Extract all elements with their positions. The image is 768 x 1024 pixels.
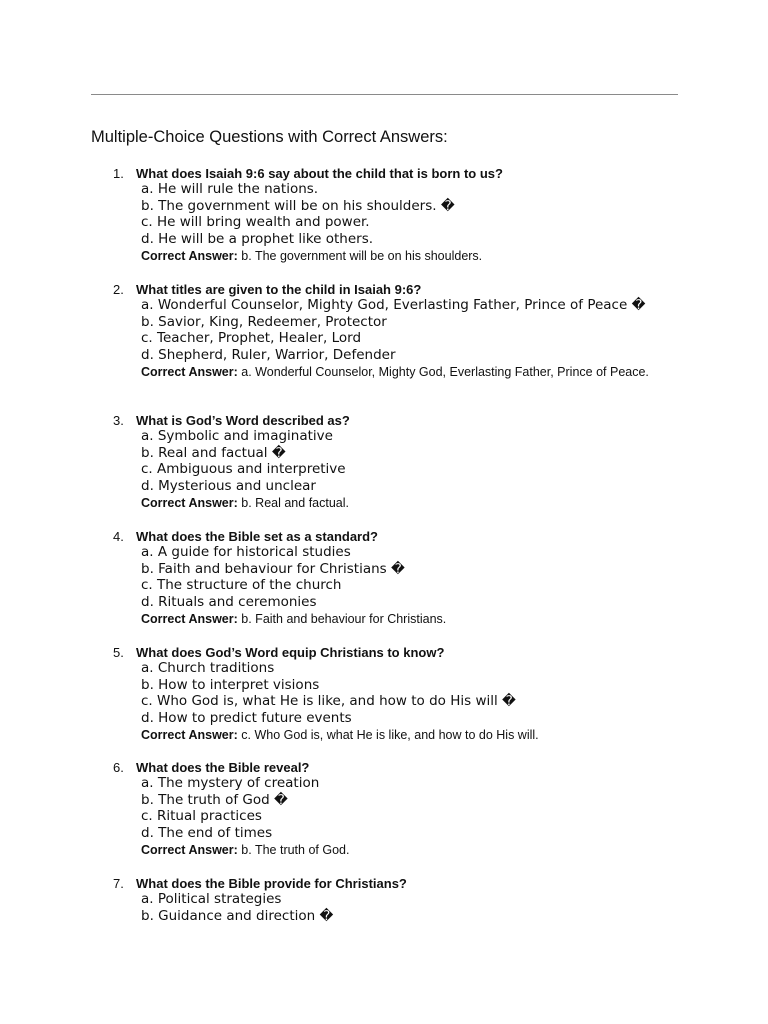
question-text: What titles are given to the child in Isaiah 9:6? <box>136 282 422 297</box>
option-item: d. The end of times <box>141 824 273 841</box>
option-item: a. Symbolic and imaginative <box>141 428 333 444</box>
option-item: a. He will rule the nations. <box>141 181 319 197</box>
option-item: c. Teacher, Prophet, Healer, Lord <box>141 330 362 346</box>
correct-answer-text: b. Real and factual. <box>241 496 349 510</box>
correct-answer-label: Correct Answer: <box>141 365 238 379</box>
option-item: c. Who God is, what He is like, and how to do His will � <box>141 693 516 709</box>
option-item: c. The structure of the church <box>141 577 342 593</box>
question-text: What does the Bible reveal? <box>136 760 310 775</box>
question-number: 4. <box>113 529 124 544</box>
question-text: What does Isaiah 9:6 say about the child that is born to us? <box>136 166 503 181</box>
question-text: What does God’s Word equip Christians to know? <box>136 645 445 660</box>
question-text: What does the Bible provide for Christians? <box>136 876 407 891</box>
option-item: a. Political strategies <box>141 891 282 907</box>
options-list <box>141 297 666 381</box>
options-list <box>141 775 671 859</box>
option-item: a. A guide for historical studies <box>141 544 351 560</box>
correct-answer-text: a. Wonderful Counselor, Mighty God, Everlasting Father, Prince of Peace. <box>241 365 649 379</box>
options-list <box>141 891 333 924</box>
option-item: b. The truth of God � <box>141 791 288 808</box>
correct-answer-text: b. The government will be on his shoulders. <box>241 249 483 263</box>
header-divider <box>91 94 678 95</box>
question-number: 3. <box>113 413 124 428</box>
question-number: 7. <box>113 876 124 891</box>
question-text: What does the Bible set as a standard? <box>136 529 378 544</box>
option-item: d. How to predict future events <box>141 709 352 726</box>
option-item: c. Ambiguous and interpretive <box>141 461 346 477</box>
correct-answer <box>141 842 671 859</box>
document-title: Multiple-Choice Questions with Correct Answers: <box>91 128 448 146</box>
question-number: 6. <box>113 760 124 775</box>
question-number: 2. <box>113 282 124 297</box>
option-item: a. Wonderful Counselor, Mighty God, Everlasting Father, Prince of Peace � <box>141 297 646 313</box>
option-item: d. Mysterious and unclear <box>141 477 316 494</box>
correct-answer-text: c. Who God is, what He is like, and how to do His will. <box>241 728 539 742</box>
option-item: b. Real and factual � <box>141 444 286 461</box>
option-item: d. Shepherd, Ruler, Warrior, Defender <box>141 346 396 363</box>
question-number: 5. <box>113 645 124 660</box>
option-item: c. He will bring wealth and power. <box>141 214 370 230</box>
option-item: b. How to interpret visions <box>141 676 320 693</box>
option-item: b. Faith and behaviour for Christians � <box>141 560 405 577</box>
correct-answer-label: Correct Answer: <box>141 612 238 626</box>
correct-answer <box>141 248 671 265</box>
option-item: b. The government will be on his shoulders. � <box>141 197 455 214</box>
correct-answer-text: b. The truth of God. <box>241 843 350 857</box>
correct-answer-label: Correct Answer: <box>141 843 238 857</box>
option-item: d. Rituals and ceremonies <box>141 593 317 610</box>
correct-answer-text: b. Faith and behaviour for Christians. <box>241 612 447 626</box>
correct-answer <box>136 364 666 381</box>
option-item: d. He will be a prophet like others. <box>141 230 374 247</box>
options-list <box>141 660 671 744</box>
options-list <box>141 544 671 628</box>
question-text: What is God’s Word described as? <box>136 413 350 428</box>
options-list <box>141 428 671 512</box>
question-number: 1. <box>113 166 124 181</box>
correct-answer-label: Correct Answer: <box>141 249 238 263</box>
correct-answer-label: Correct Answer: <box>141 728 238 742</box>
option-item: a. The mystery of creation <box>141 775 320 791</box>
correct-answer-label: Correct Answer: <box>141 496 238 510</box>
correct-answer <box>141 495 671 512</box>
correct-answer <box>141 727 671 744</box>
option-item: b. Guidance and direction � <box>141 907 334 924</box>
option-item: a. Church traditions <box>141 660 275 676</box>
option-item: c. Ritual practices <box>141 808 262 824</box>
correct-answer <box>141 611 671 628</box>
options-list <box>141 181 671 265</box>
option-item: b. Savior, King, Redeemer, Protector <box>141 313 387 330</box>
